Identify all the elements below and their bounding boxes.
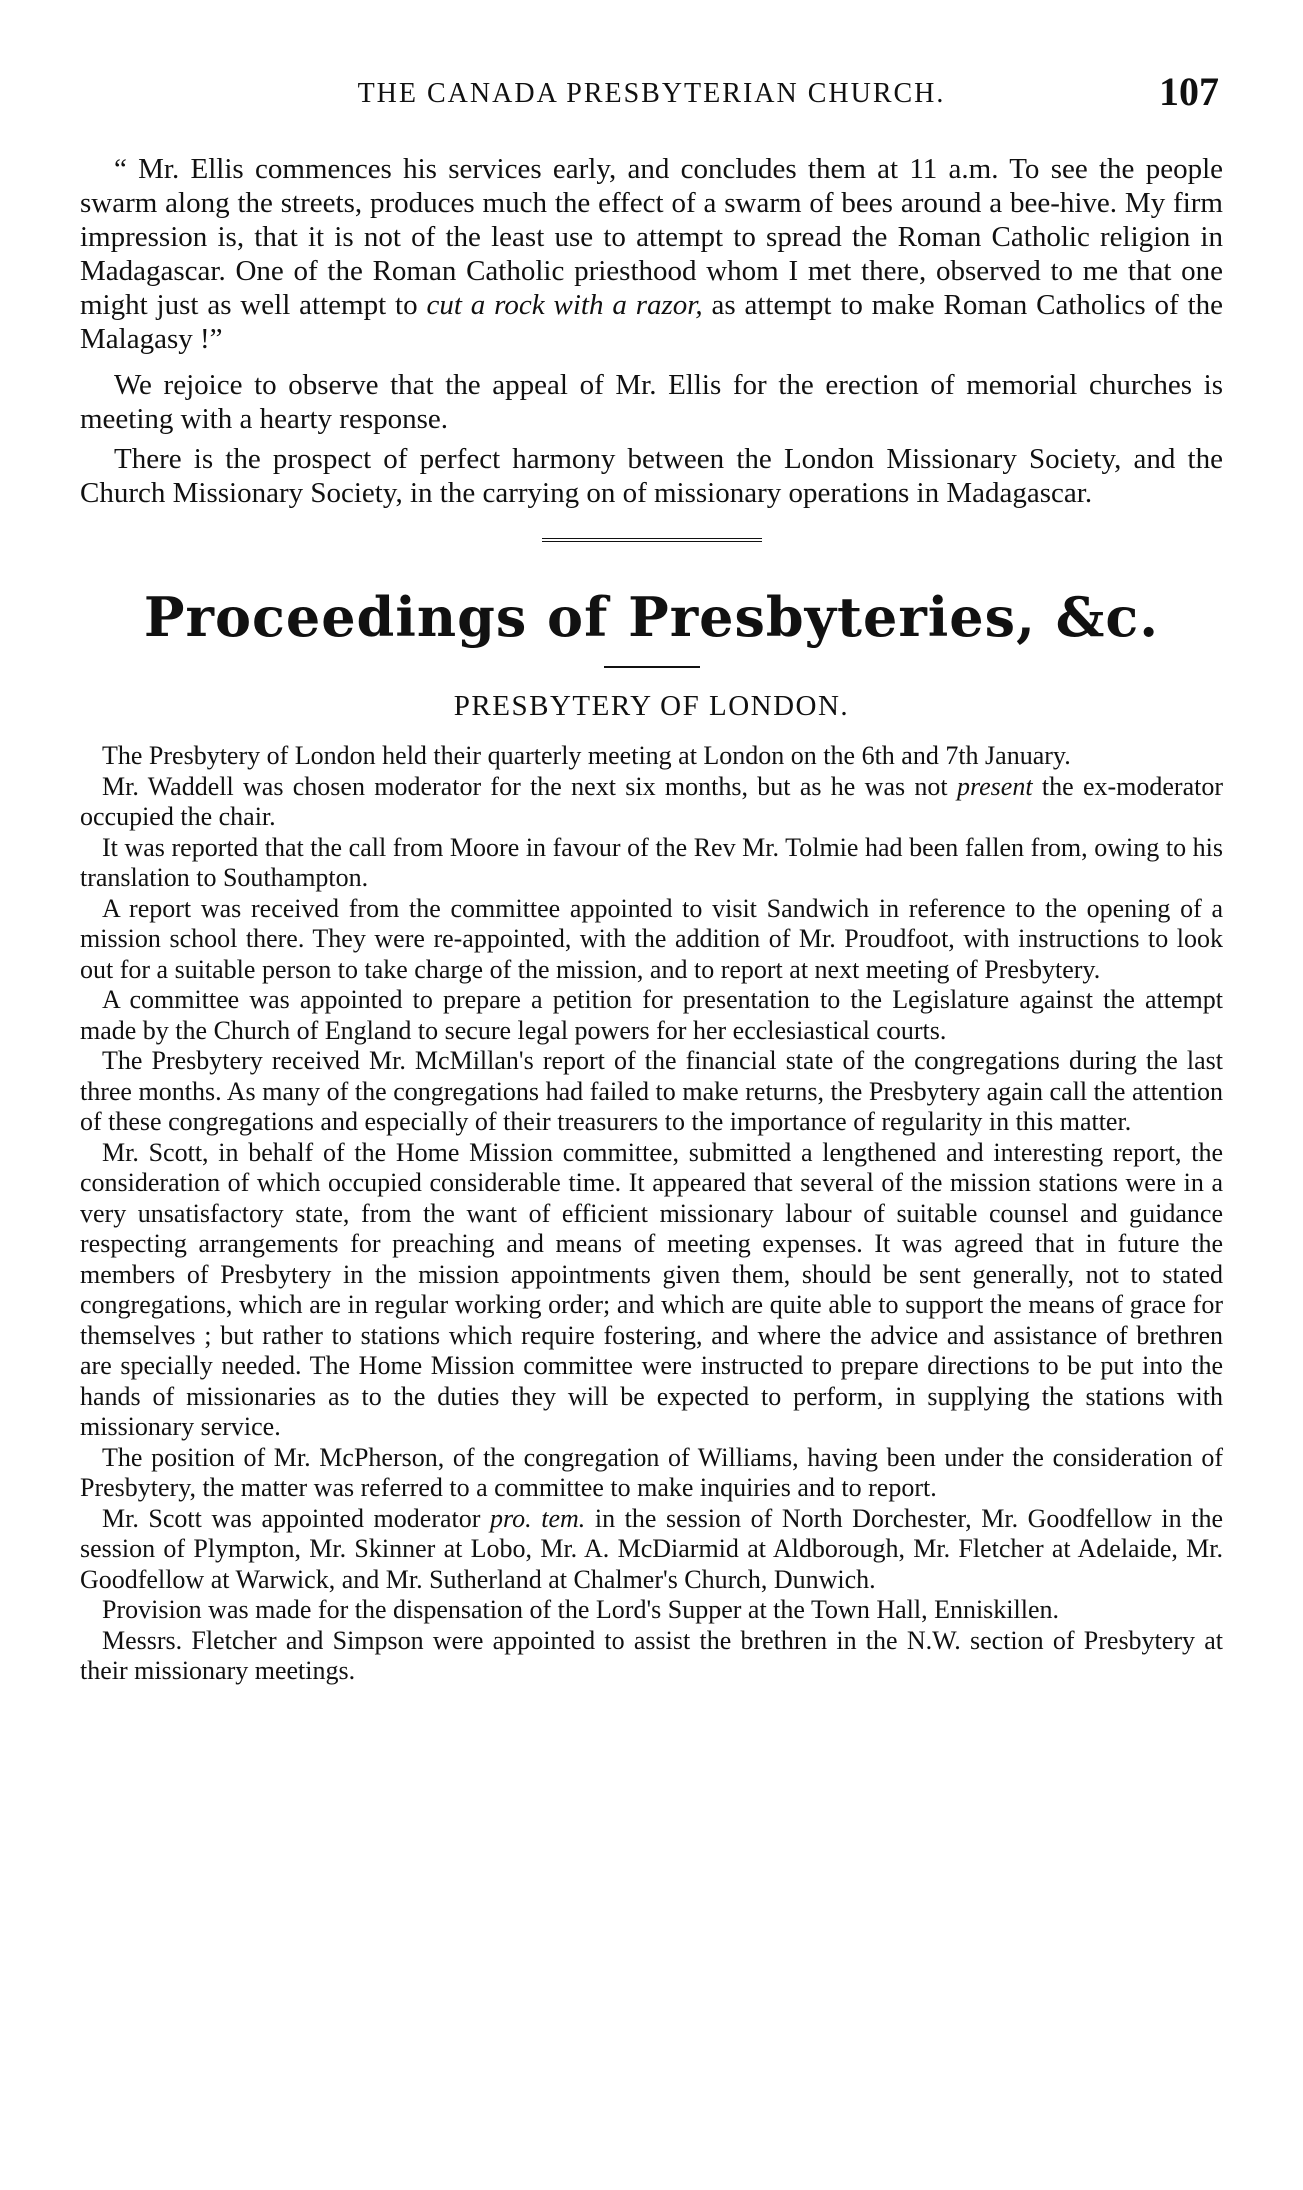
minutes-text: Mr. Scott was appointed moderator [102, 1503, 490, 1533]
section-divider [542, 538, 762, 544]
minutes-paragraph [80, 772, 1223, 833]
harmony-paragraph: There is the prospect of perfect harmony between the London Missionary Society, and the Church Missionary Society, in the carrying on of missionary operations in Madagascar. [80, 443, 1223, 509]
minutes-paragraph: The Presbytery received Mr. McMillan's report of the financial state of the congregations during the last three months. As many of the congregations had failed to make returns, the Presbytery again call the attention of these congregations and especially of their treasurers to the importance of regularity in this matter. [80, 1046, 1223, 1136]
intro-section [80, 152, 1223, 510]
minutes-section [80, 741, 1223, 1687]
quote-emphasis: cut a rock with a razor, [426, 289, 703, 321]
minutes-paragraph: The Presbytery of London held their quarterly meeting at London on the 6th and 7th January. [102, 741, 1071, 770]
minutes-paragraph: A committee was appointed to prepare a petition for presentation to the Legislature against the attempt made by the Church of England to secure legal powers for her ecclesiastical courts. [80, 985, 1223, 1045]
minutes-paragraph: Mr. Scott, in behalf of the Home Mission committee, submitted a lengthened and interesting report, the consideration of which occupied considerable time. It appeared that several of the mission stations were in a very unsatisfactory state, from the want of efficient missionary labour of suitable counsel and guidance respecting arrangements for preaching and means of meeting expenses. It was agreed that in future the members of Presbytery in the mission appointments given them, should be sent generally, not to stated congregations, which are in regular working order; and which are quite able to support the means of grace for themselves ; but rather to stations which require fostering, and where the advice and assistance of brethren are specially needed. The Home Mission committee were instructed to prepare directions to be put into the hands of missionaries as to the duties they will be expected to perform, in supplying the stations with missionary service. [80, 1137, 1223, 1441]
title-underline [604, 666, 700, 668]
minutes-paragraph: The position of Mr. McPherson, of the congregation of Williams, having been under the consideration of Presbytery, the matter was referred to a committee to make inquiries and to report. [80, 1442, 1223, 1502]
ellis-quote-paragraph [80, 152, 1223, 356]
memorial-churches-paragraph: We rejoice to observe that the appeal of Mr. Ellis for the erection of memorial churches is meeting with a hearty response. [80, 369, 1223, 435]
presbytery-heading: PRESBYTERY OF LONDON. [453, 690, 850, 722]
minutes-text: Mr. Waddell was chosen moderator for the next six months, but as he was not [102, 771, 957, 801]
minutes-emphasis: pro. tem. [489, 1503, 586, 1533]
minutes-emphasis: present [956, 771, 1033, 801]
minutes-paragraph: Messrs. Fletcher and Simpson were appointed to assist the brethren in the N.W. section of Presbytery at their missionary meetings. [80, 1625, 1223, 1685]
minutes-paragraph: Provision was made for the dispensation of the Lord's Supper at the Town Hall, Enniskillen. [102, 1595, 1060, 1624]
running-title: THE CANADA PRESBYTERIAN CHURCH. [357, 78, 946, 109]
running-head [80, 68, 1223, 128]
minutes-text: the ex-moderator occupied the chair. [80, 771, 1223, 831]
section-title: Proceedings of Presbyteries, &c. [143, 585, 1160, 649]
page-number: 107 [1159, 69, 1219, 114]
minutes-paragraph: It was reported that the call from Moore in favour of the Rev Mr. Tolmie had been fallen from, owing to his translation to Southampton. [80, 832, 1223, 892]
minutes-text: in the session of North Dorchester, Mr. Goodfellow in the session of Plympton, Mr. Skinner at Lobo, Mr. A. McDiarmid at Aldborough, Mr. Fletcher at Adelaide, Mr. Goodfellow at Warwick, and Mr. Sutherland at Chalmer's Church, Dunwich. [80, 1503, 1223, 1594]
minutes-paragraph [80, 1504, 1223, 1596]
quote-text-2: as attempt to make Roman Catholics of the Malagasy !” [80, 289, 1224, 355]
minutes-paragraph: A report was received from the committee appointed to visit Sandwich in reference to the opening of a mission school there. They were re-appointed, with the addition of Mr. Proudfoot, with instructions to look out for a suitable person to take charge of the mission, and to report at next meeting of Presbytery. [80, 893, 1223, 984]
quote-text-1: “ Mr. Ellis commences his services early, and concludes them at 11 a.m. To see the people swarm along the streets, produces much the effect of a swarm of bees around a bee-hive. My firm impression is, that it is not of the least use to attempt to spread the Roman Catholic religion in Madagascar. One of the Roman Catholic priesthood whom I met there, observed to me that one might just as well attempt to [80, 153, 1223, 321]
